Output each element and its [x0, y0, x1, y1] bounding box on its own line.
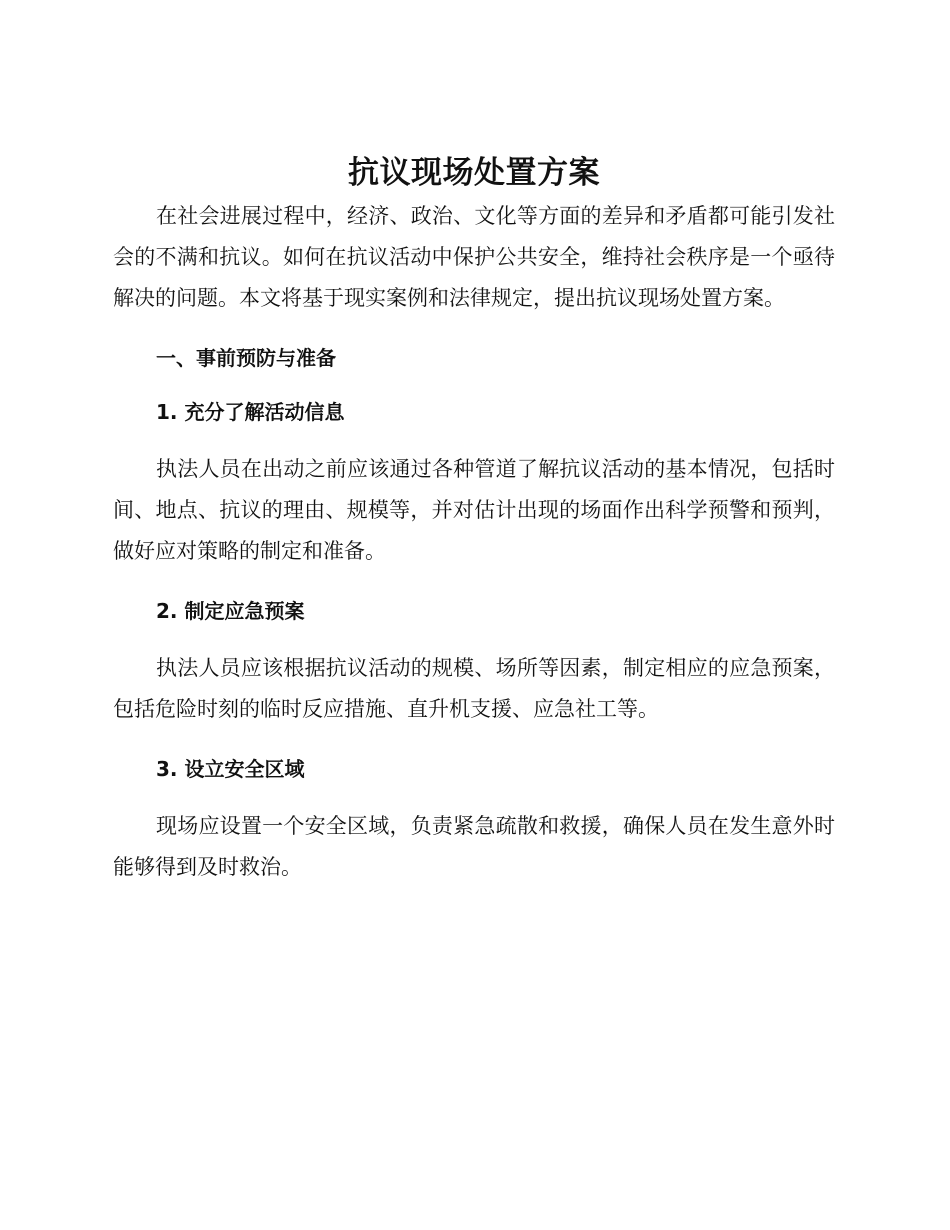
item-heading-1: 1. 充分了解活动信息: [156, 400, 345, 424]
section-heading-prevention: 一、事前预防与准备: [156, 346, 336, 370]
item-heading-2: 2. 制定应急预案: [156, 599, 305, 623]
item-body-1: 执法人员在出动之前应该通过各种管道了解抗议活动的基本情况，包括时间、地点、抗议的理由、规模等，并对估计出现的场面作出科学预警和预判，做好应对策略的制定和准备。: [113, 457, 835, 563]
document-title: 抗议现场处置方案: [348, 155, 600, 191]
item-body-2: 执法人员应该根据抗议活动的规模、场所等因素，制定相应的应急预案，包括危险时刻的临时反应措施、直升机支援、应急社工等。: [113, 656, 835, 721]
item-body-3: 现场应设置一个安全区域，负责紧急疏散和救援，确保人员在发生意外时能够得到及时救治。: [113, 814, 835, 879]
intro-paragraph: 在社会进展过程中，经济、政治、文化等方面的差异和矛盾都可能引发社会的不满和抗议。如何在抗议活动中保护公共安全，维持社会秩序是一个亟待解决的问题。本文将基于现实案例和法律规定，提出抗议现场处置方案。: [113, 204, 835, 310]
item-heading-3: 3. 设立安全区域: [156, 757, 305, 781]
document-content: [113, 150, 835, 888]
